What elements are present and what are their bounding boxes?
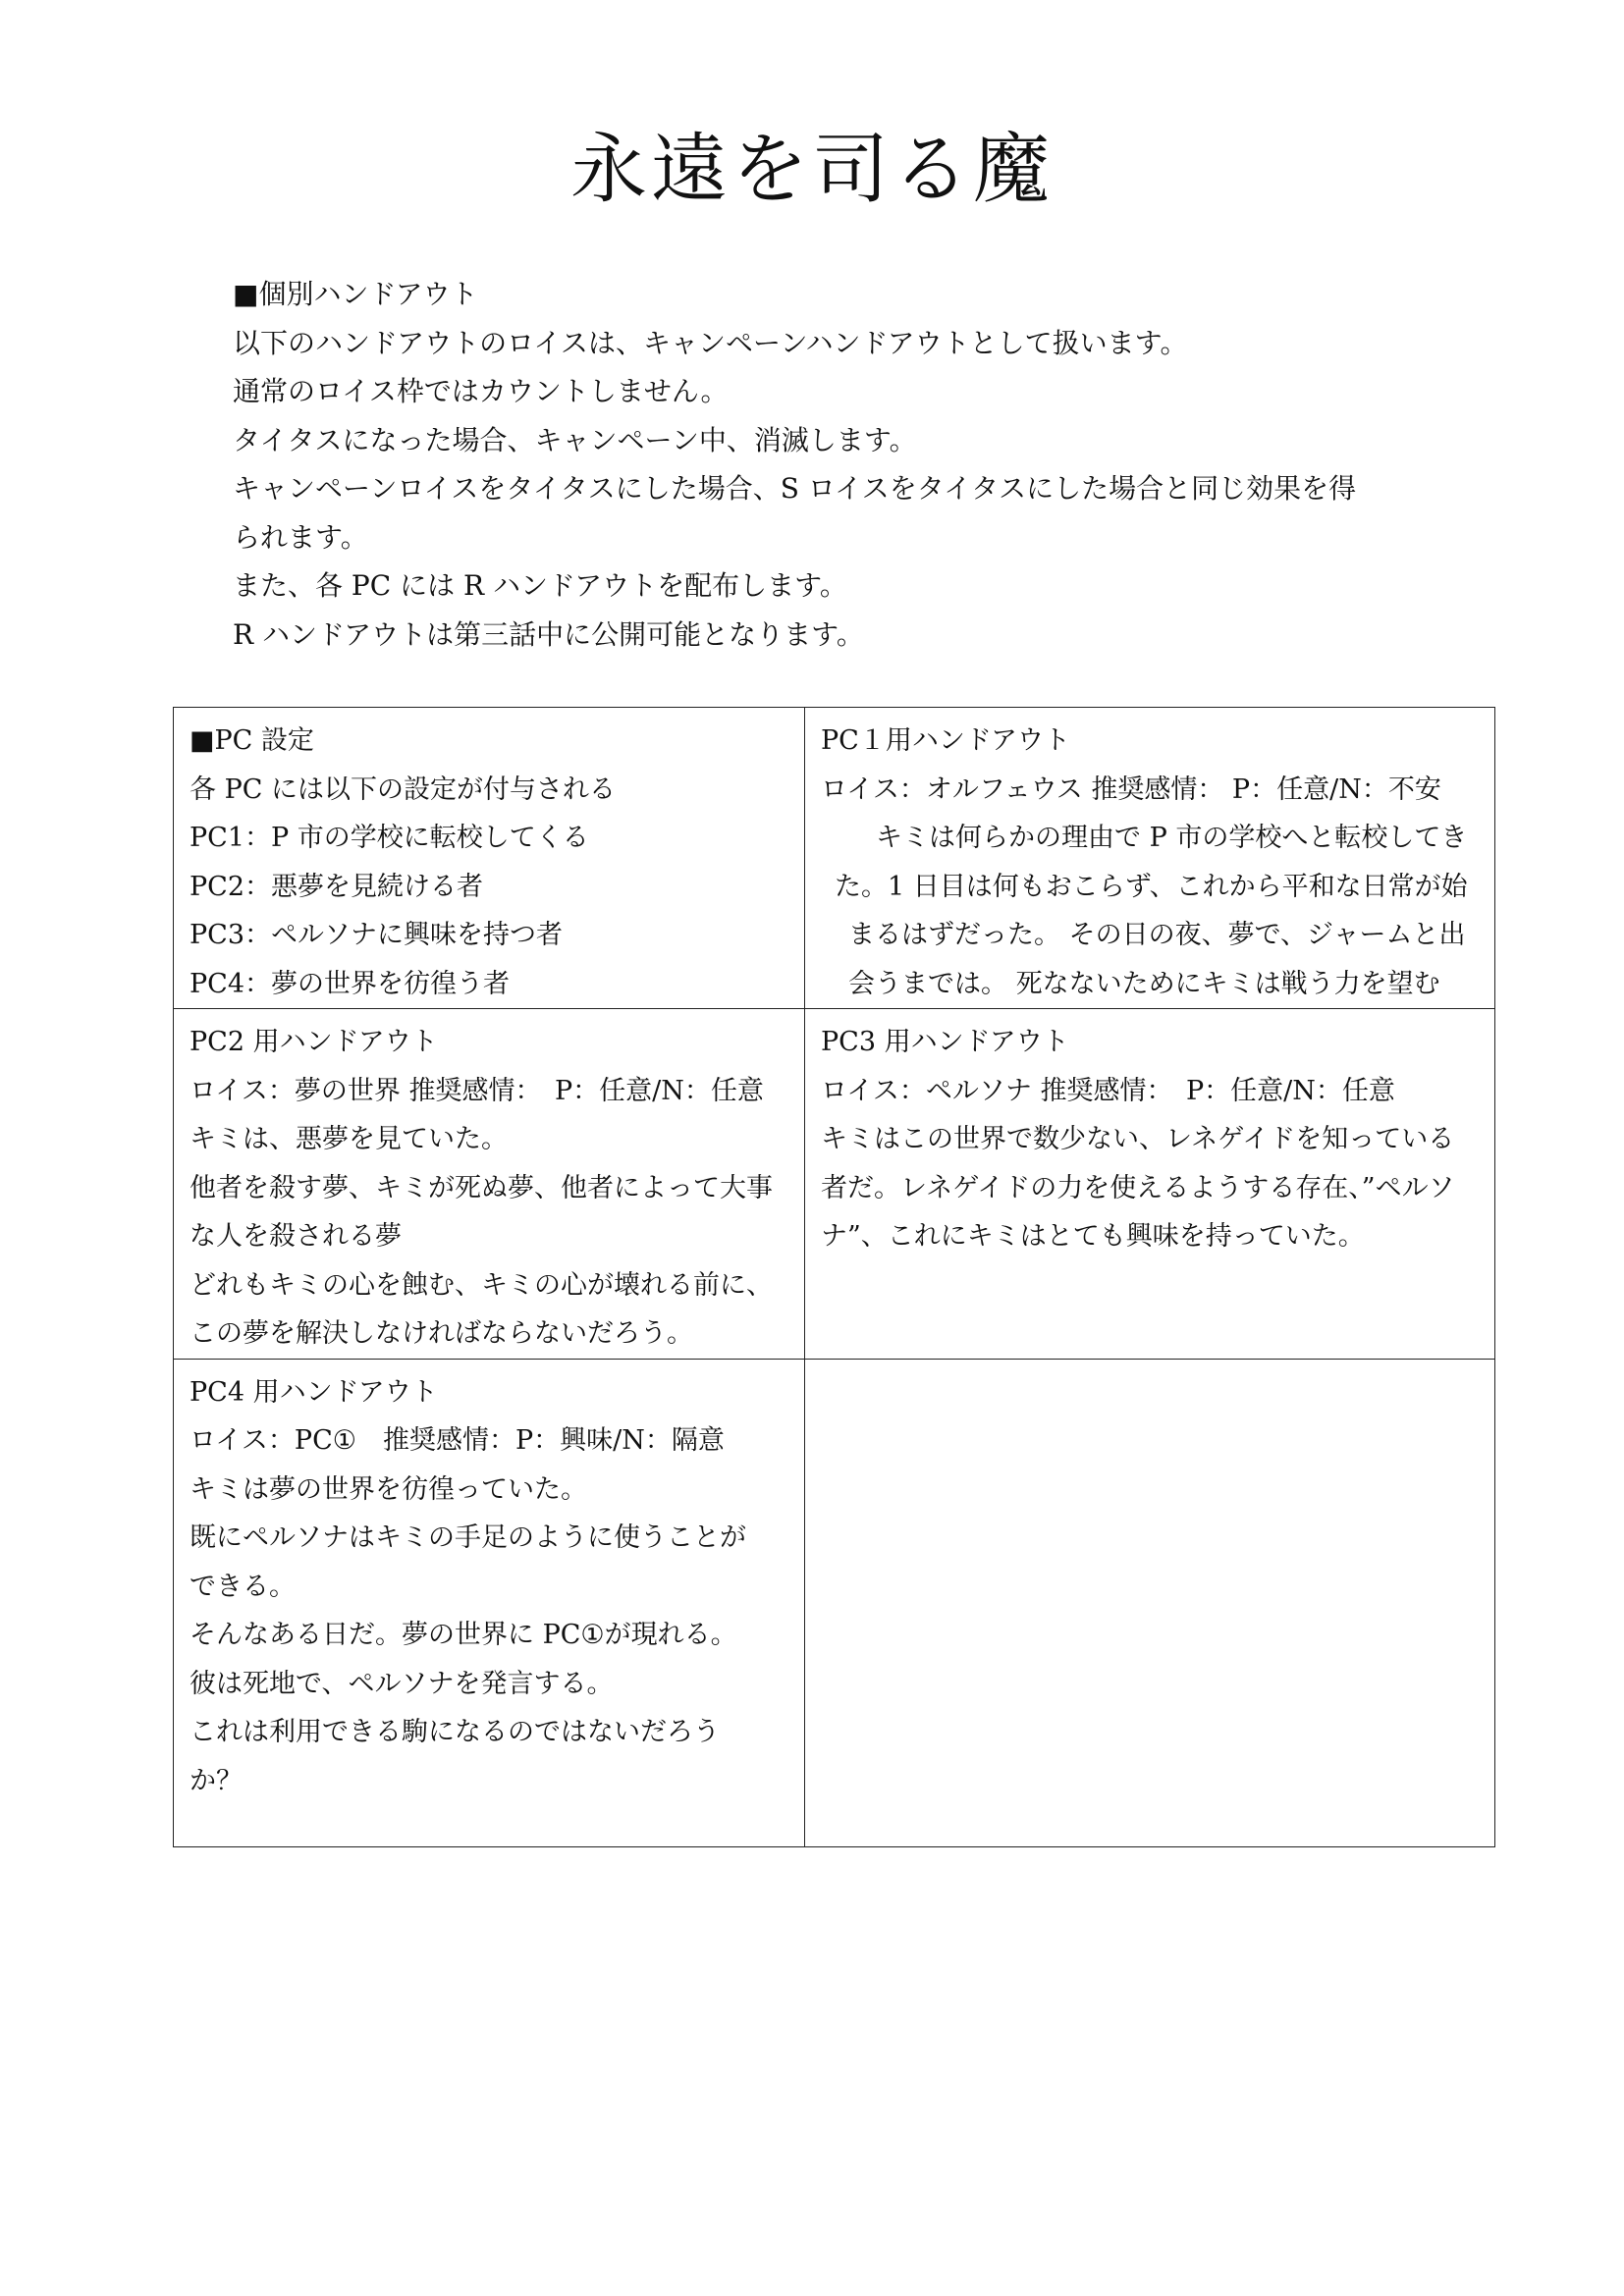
intro-section <box>233 270 1411 659</box>
pc3-handout-heading: PC3 用ハンドアウト <box>821 1027 1069 1057</box>
pc4-text-line: キミは夢の世界を彷徨っていた。 <box>189 1473 587 1505</box>
pc2-text-line: 他者を殺す夢、キミが死ぬ夢、他者によって大事 <box>189 1172 773 1203</box>
intro-line: タイタスになった場合、キャンペーン中、消滅します。 <box>233 423 917 456</box>
pc2-text-line: キミは、悪夢を見ていた。 <box>189 1124 508 1154</box>
pc4-handout-heading: PC4 用ハンドアウト <box>189 1376 438 1408</box>
pc-settings-line: PC3：ペルソナに興味を持つ者 <box>189 920 564 950</box>
table-row <box>174 708 1495 1009</box>
intro-line: 通常のロイス枠ではカウントしません。 <box>233 375 729 407</box>
pc1-handout-cell <box>805 708 1495 1009</box>
pc1-text-line: 会うまでは。 死なないためにキミは戦う力を望む <box>848 968 1440 999</box>
intro-line: また、各 PC には R ハンドアウトを配布します。 <box>233 569 847 602</box>
pc2-text-line: この夢を解決しなければならないだろう。 <box>189 1318 693 1349</box>
pc-settings-heading: ■PC 設定 <box>189 725 314 756</box>
pc-settings-line: 各 PC には以下の設定が付与される <box>189 774 616 805</box>
pc4-text-line: そんなある日だ。夢の世界に PC①が現れる。 <box>189 1620 737 1650</box>
pc1-text-line: まるはずだった。 その日の夜、夢で、ジャームと出 <box>848 920 1466 950</box>
intro-heading: ■個別ハンドアウト <box>233 278 478 310</box>
pc3-text-line: キミはこの世界で数少ない、レネゲイドを知っている <box>821 1124 1455 1154</box>
pc-settings-line: PC4：夢の世界を彷徨う者 <box>189 968 511 999</box>
pc4-lois-line: ロイス：PC① 推奨感情：P：興味/N：隔意 <box>189 1425 725 1456</box>
pc2-handout-heading: PC2 用ハンドアウト <box>189 1027 438 1057</box>
intro-line: キャンペーンロイスをタイタスにした場合、S ロイスをタイタスにした場合と同じ効果を得 <box>233 472 1357 505</box>
pc4-text-line: か？ <box>189 1765 243 1796</box>
pc4-handout-cell <box>174 1359 805 1846</box>
pc2-text-line: どれもキミの心を蝕む、キミの心が壊れる前に、 <box>189 1269 773 1301</box>
pc1-text-line: た。1 日目は何もおこらず、これから平和な日常が始 <box>835 871 1468 902</box>
pc3-lois-line: ロイス：ペルソナ 推奨感情： P：任意/N：任意 <box>821 1075 1395 1106</box>
pc1-lois-line: ロイス：オルフェウス 推奨感情： P：任意/N：不安 <box>821 774 1441 805</box>
handout-table <box>173 707 1495 1847</box>
empty-cell <box>805 1359 1495 1846</box>
intro-line: られます。 <box>233 520 368 554</box>
pc3-text-line: ナ”、これにキミはとても興味を持っていた。 <box>821 1221 1365 1252</box>
table-row <box>174 1359 1495 1846</box>
pc1-text-line: キミは何らかの理由で P 市の学校へと転校してき <box>876 823 1468 853</box>
pc3-handout-cell <box>805 1009 1495 1360</box>
pc2-handout-cell <box>174 1009 805 1360</box>
table-row <box>174 1009 1495 1360</box>
pc4-text-line: 彼は死地で、ペルソナを発言する。 <box>189 1668 614 1699</box>
intro-line: 以下のハンドアウトのロイスは、キャンペーンハンドアウトとして扱います。 <box>233 326 1188 359</box>
pc-settings-line: PC2：悪夢を見続ける者 <box>189 871 484 902</box>
pc-settings-line: PC1：P 市の学校に転校してくる <box>189 823 589 853</box>
intro-line: R ハンドアウトは第三話中に公開可能となります。 <box>233 617 864 651</box>
pc3-text-line: 者だ。レネゲイドの力を使えるようする存在、”ペルソ <box>821 1172 1455 1203</box>
pc1-handout-heading: PC１用ハンドアウト <box>821 725 1071 756</box>
pc4-text-line: これは利用できる駒になるのではないだろう <box>189 1717 720 1747</box>
pc2-text-line: な人を殺される夢 <box>189 1221 402 1252</box>
pc4-text-line: できる。 <box>189 1571 296 1602</box>
pc4-text-line: 既にペルソナはキミの手足のように使うことが <box>189 1522 746 1553</box>
pc-settings-cell <box>174 708 805 1009</box>
document-title: 永遠を司る魔 <box>569 126 1054 214</box>
pc2-lois-line: ロイス：夢の世界 推奨感情： P：任意/N：任意 <box>189 1075 764 1106</box>
